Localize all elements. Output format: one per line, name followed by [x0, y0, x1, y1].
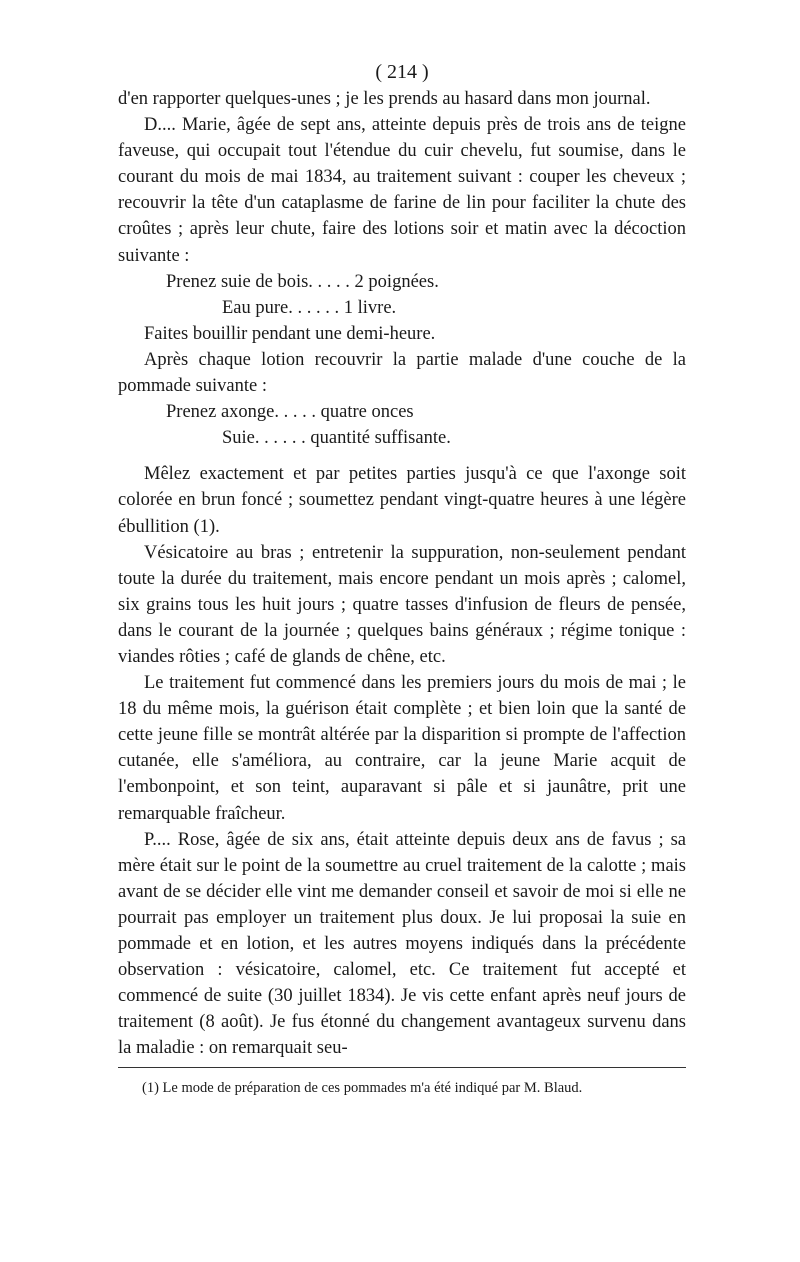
paragraph: D.... Marie, âgée de sept ans, atteinte depuis près de trois ans de teigne faveuse, qui occupait tout l'étendue du cuir chevelu, fut soumise, dans le courant du mois de mai 1834, au traitement suivant : couper les cheveux ; recouvrir la tête d'un cataplasme de farine de lin pour faciliter la chute des croûtes ; après leur chute, faire des lotions soir et matin avec la décoction suivante : [118, 115, 686, 266]
paragraph: Faites bouillir pendant une demi-heure. [144, 323, 436, 344]
recipe-line: Suie. . . . . . quantité suffisante. [222, 428, 451, 449]
paragraph: Après chaque lotion recouvrir la partie malade d'une couche de la pommade suivante : [118, 349, 686, 397]
paragraph: P.... Rose, âgée de six ans, était atteinte depuis deux ans de favus ; sa mère était sur le point de la soumettre au cruel traitement de la calotte ; mais avant de se décider elle vint me demander conseil et savoir de moi si elle ne pourrait pas employer un traitement plus doux. Je lui proposai la suie en pommade et en lotion, et les autres moyens indiqués dans la précédente observation : vésicatoire, calomel, etc. Ce traitement fut accepté et commencé de suite (30 juillet 1834). Je vis cette enfant après neuf jours de traitement (8 août). Je fus étonné du changement avantageux survenu dans la maladie : on remarquait seu- [118, 829, 686, 1059]
page-body [118, 60, 686, 1061]
recipe-line: Prenez suie de bois. . . . . 2 poignées. [166, 271, 439, 292]
recipe-line: Prenez axonge. . . . . quatre onces [166, 402, 414, 423]
main-text [118, 86, 686, 1061]
footnote: (1) Le mode de préparation de ces pommades m'a été indiqué par M. Blaud. [142, 1080, 583, 1096]
paragraph: Mêlez exactement et par petites parties jusqu'à ce que l'axonge soit colorée en brun foncé ; soumettez pendant vingt-quatre heures à une légère ébullition (1). [118, 464, 686, 537]
recipe-pommade [118, 399, 686, 451]
footnote-rule [118, 1067, 686, 1068]
paragraph: d'en rapporter quelques-unes ; je les prends au hasard dans mon journal. [118, 89, 651, 109]
page-number: ( 214 ) [375, 61, 429, 83]
spacer [118, 451, 686, 461]
paragraph: Le traitement fut commencé dans les premiers jours du mois de mai ; le 18 du même mois, la guérison était complète ; et bien loin que la santé de cette jeune fille se montrât altérée par la disparition si prompte de l'affection cutanée, elle s'améliora, au contraire, car la jeune Marie acquit de l'embonpoint, et son teint, auparavant si pâle et si jaunâtre, prit une remarquable fraîcheur. [118, 673, 686, 824]
recipe-line: Eau pure. . . . . . 1 livre. [222, 297, 397, 318]
paragraph: Vésicatoire au bras ; entretenir la suppuration, non-seulement pendant toute la durée du traitement, mais encore pendant un mois après ; calomel, six grains tous les huit jours ; quatre tasses d'infusion de fleurs de pensée, dans le courant de la journée ; quelques bains généraux ; régime tonique : viandes rôties ; café de glands de chêne, etc. [118, 542, 686, 667]
recipe-lotion [118, 269, 686, 321]
